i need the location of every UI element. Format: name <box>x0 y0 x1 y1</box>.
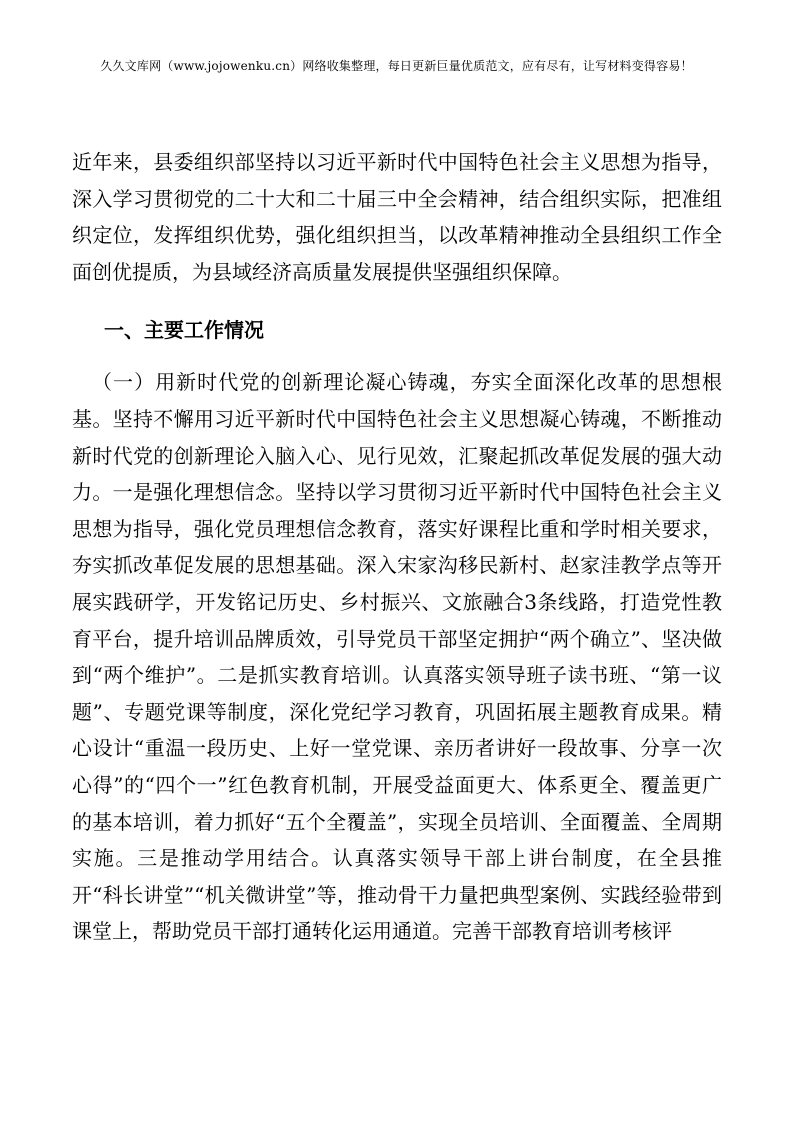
section-paragraph: （一）用新时代党的创新理论凝心铸魂，夯实全面深化改革的思想根基。坚持不懈用习近平新时代中国特色社会主义思想凝心铸魂，不断推动新时代党的创新理论入脑入心、见行见效，汇聚起抓改革促发展的强大动力。一是强化理想信念。坚持以学习贯彻习近平新时代中国特色社会主义思想为指导，强化党员理想信念教育，落实好课程比重和学时相关要求，夯实抓改革促发展的思想基础。深入宋家沟移民新村、赵家洼教学点等开展实践研学，开发铭记历史、乡村振兴、文旅融合3条线路，打造党性教育平台，提升培训品牌质效，引导党员干部坚定拥护“两个确立”、坚决做到“两个维护”。二是抓实教育培训。认真落实领导班子读书班、“第一议题”、专题党课等制度，深化党纪学习教育，巩固拓展主题教育成果。精心设计“重温一段历史、上好一堂党课、亲历者讲好一段故事、分享一次心得”的“四个一”红色教育机制，开展受益面更大、体系更全、覆盖更广的基本培训，着力抓好“五个全覆盖”，实现全员培训、全面覆盖、全周期实施。三是推动学用结合。认真落实领导干部上讲台制度，在全县推开“科长讲堂”“机关微讲堂”等，推动骨干力量把典型案例、实践经验带到课堂上，帮助党员干部打通转化运用通道。完善干部教育培训考核评 <box>72 370 722 944</box>
section-heading: 一、主要工作情况 <box>104 318 264 343</box>
page-header: 久久文库网（www.jojowenku.cn）网络收集整理，每日更新巨量优质范文，应有尽有，让写材料变得容易！ <box>100 59 693 73</box>
document-body <box>72 144 722 950</box>
intro-paragraph: 近年来，县委组织部坚持以习近平新时代中国特色社会主义思想为指导，深入学习贯彻党的二十大和二十届三中全会精神，结合组织实际，把准组织定位，发挥组织优势，强化组织担当，以改革精神推动全县组织工作全面创优提质，为县域经济高质量发展提供坚强组织保障。 <box>72 150 722 284</box>
